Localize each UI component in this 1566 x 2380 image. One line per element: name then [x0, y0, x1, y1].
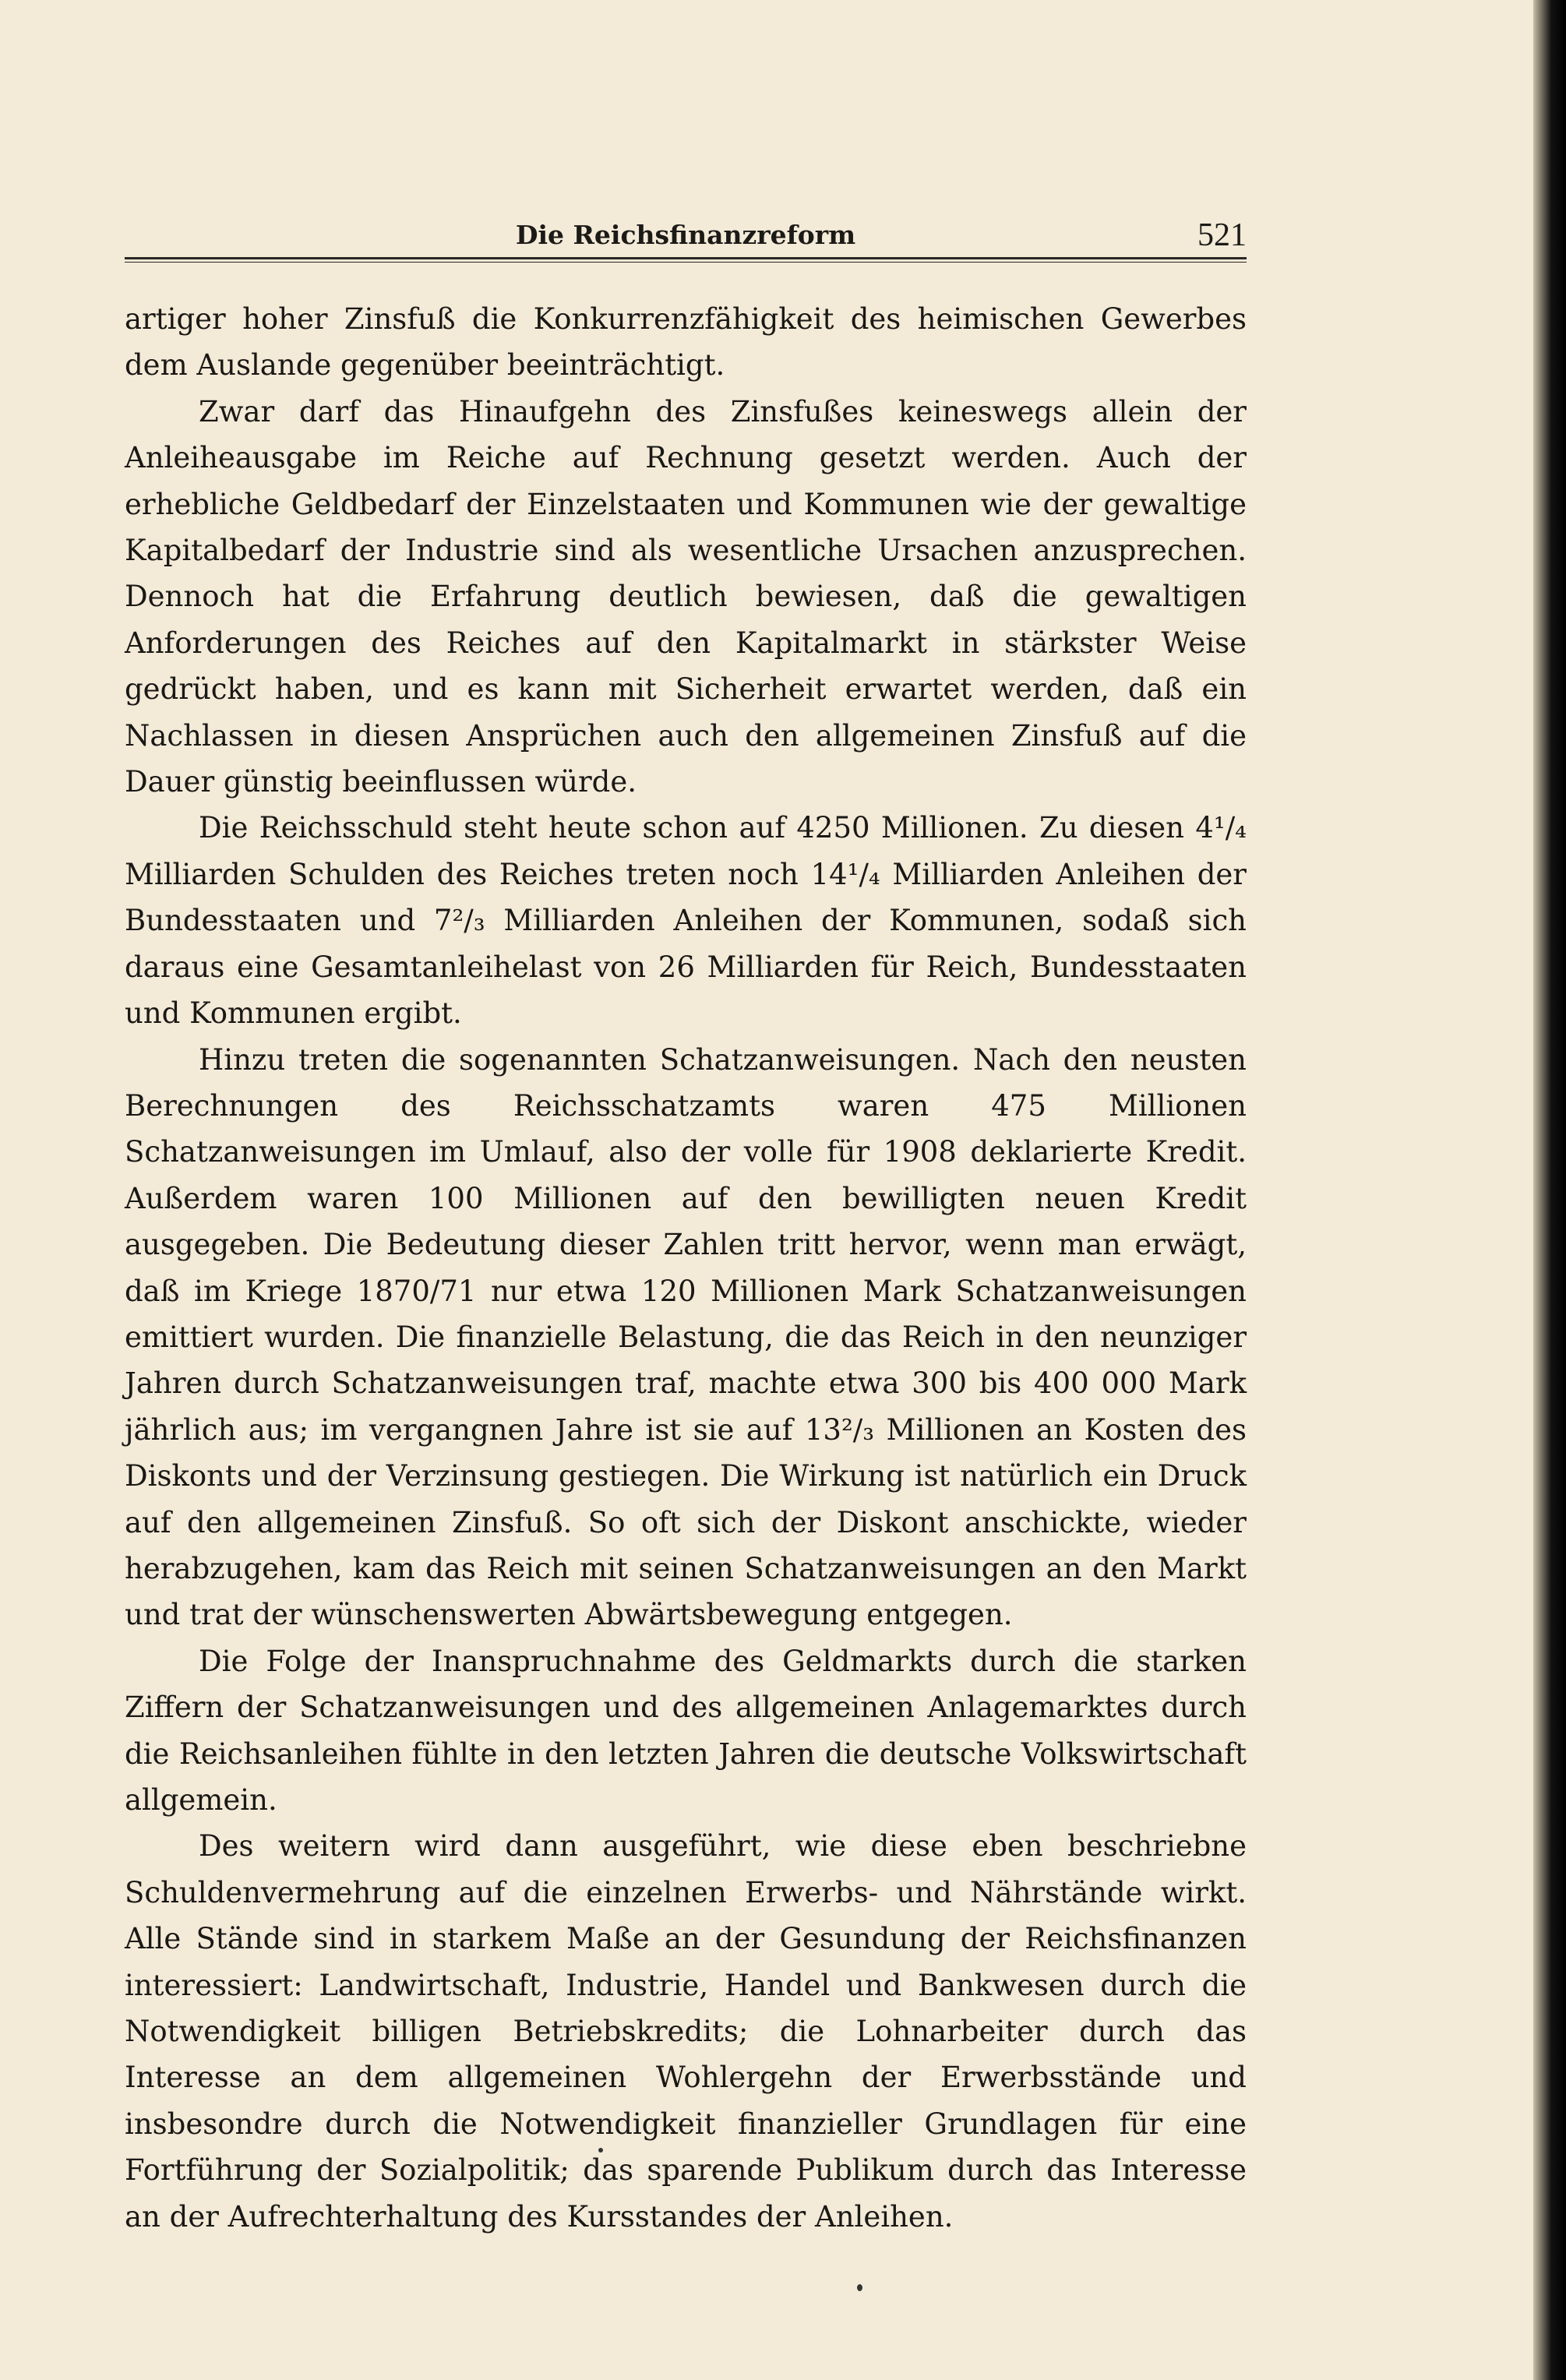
paragraph: Die Reichsschuld steht heute schon auf 4250 Millionen. Zu diesen 4¹/₄ Milliarden Schulden des Reiches treten noch 14¹/₄ Milliarden Anleihen der Bundesstaaten und 7²/₃ Milliarden Anleihen der Kommunen, sodaß sich daraus eine Gesamtanleihelast von 26 Milliarden für Reich, Bundesstaaten und Kommunen ergibt. — [125, 811, 1247, 1031]
print-speck — [857, 2284, 862, 2291]
paragraph: Des weitern wird dann ausgeführt, wie diese eben beschriebne Schuldenvermehrung auf die einzelnen Erwerbs- und Nährstände wirkt. Alle Stände sind in starkem Maße an der Gesundung der Reichsfinanzen interessiert: Landwirtschaft, Industrie, Handel und Bankwesen durch die Notwendigkeit billigen Betriebskredits; die Lohnarbeiter durch das Interesse an dem allgemeinen Wohlergehn der Erwerbsstände und insbesondre durch die Notwendigkeit finanzieller Grundlagen für eine Fortführung der Sozialpolitik; das sparende Publikum durch das Interesse an der Aufrechterhaltung des Kursstandes der Anleihen. — [125, 1829, 1247, 2234]
paragraph: Zwar darf das Hinaufgehn des Zinsfußes keineswegs allein der Anleiheausgabe im Reiche auf Rechnung gesetzt werden. Auch der erhebliche Geldbedarf der Einzelstaaten und Kommunen wie der gewaltige Kapitalbedarf der Industrie sind als wesentliche Ursachen anzusprechen. Dennoch hat die Erfahrung deutlich bewiesen, daß die gewaltigen Anforderungen des Reiches auf den Kapitalmarkt in stärkster Weise gedrückt haben, und es kann mit Sicherheit erwartet werden, daß ein Nachlassen in diesen Ansprüchen auch den allgemeinen Zinsfuß auf die Dauer günstig beeinflussen würde. — [125, 394, 1247, 799]
print-speck — [598, 2148, 603, 2153]
paragraph-continuation: artiger hoher Zinsfuß die Konkurrenzfähigkeit des heimischen Gewerbes dem Auslande gegenüber beeinträchtigt. — [125, 302, 1247, 383]
header-title: Die Reichsfinanzreform — [515, 220, 856, 250]
page-number: 521 — [1197, 217, 1247, 253]
running-head — [125, 204, 1247, 259]
header-rule — [125, 257, 1247, 263]
binding-edge — [1533, 0, 1566, 2380]
body-text — [125, 296, 1247, 2240]
paragraph: Die Folge der Inanspruchnahme des Geldmarkts durch die starken Ziffern der Schatzanweisungen und des allgemeinen Anlagemarktes durch die Reichsanleihen fühlte in den letzten Jahren die deutsche Volkswirtschaft allgemein. — [125, 1644, 1247, 1817]
paragraph: Hinzu treten die sogenannten Schatzanweisungen. Nach den neusten Berechnungen des Reichsschatzamts waren 475 Millionen Schatzanweisungen im Umlauf, also der volle für 1908 deklarierte Kredit. Außerdem waren 100 Millionen auf den bewilligten neuen Kredit ausgegeben. Die Bedeutung dieser Zahlen tritt hervor, wenn man erwägt, daß im Kriege 1870/71 nur etwa 120 Millionen Mark Schatzanweisungen emittiert wurden. Die finanzielle Belastung, die das Reich in den neunziger Jahren durch Schatzanweisungen traf, machte etwa 300 bis 400 000 Mark jährlich aus; im vergangnen Jahre ist sie auf 13²/₃ Millionen an Kosten des Diskonts und der Verzinsung gestiegen. Die Wirkung ist natürlich ein Druck auf den allgemeinen Zinsfuß. So oft sich der Diskont anschickte, wieder herabzugehen, kam das Reich mit seinen Schatzanweisungen an den Markt und trat der wünschenswerten Abwärtsbewegung entgegen. — [125, 1042, 1247, 1632]
